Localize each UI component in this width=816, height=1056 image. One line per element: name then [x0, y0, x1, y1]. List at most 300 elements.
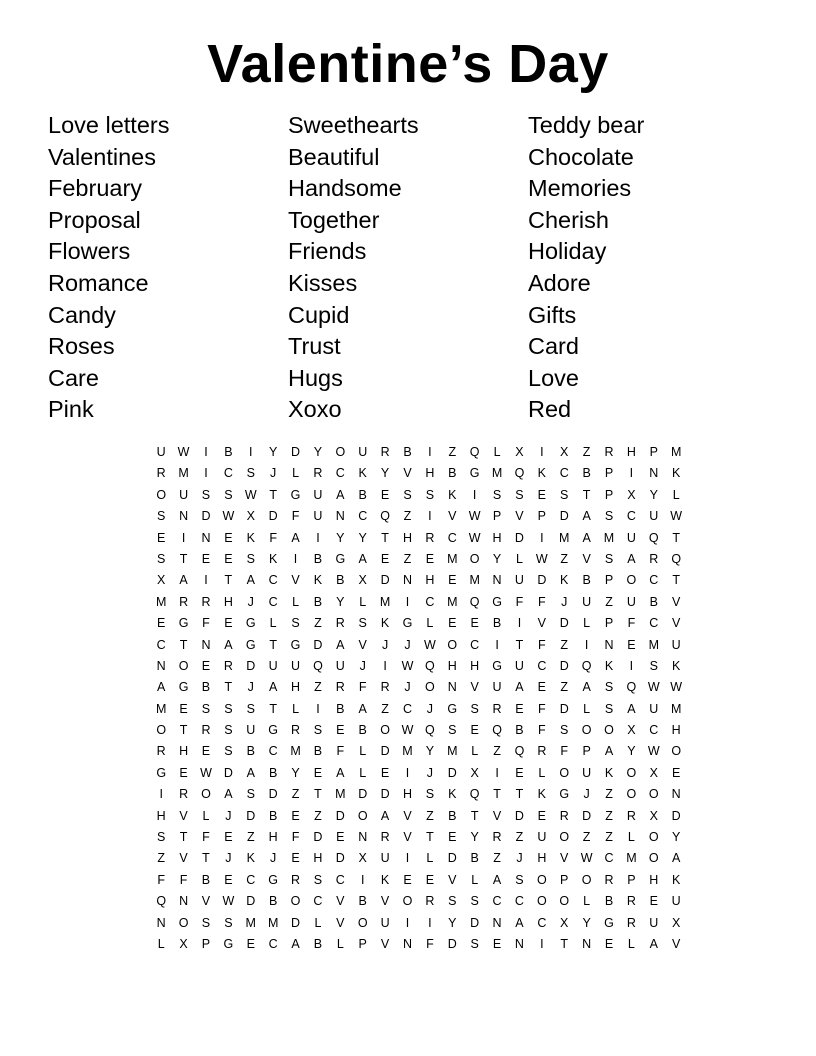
grid-letter: E: [336, 723, 345, 738]
grid-letter: U: [649, 701, 659, 716]
grid-letter: O: [536, 894, 547, 909]
grid-letter: Z: [314, 808, 322, 823]
grid-letter: C: [649, 723, 659, 738]
grid-letter: A: [380, 808, 390, 823]
grid-letter: R: [156, 744, 166, 759]
grid-letter: H: [313, 851, 323, 866]
grid-letter: N: [492, 915, 502, 930]
grid-letter: Y: [268, 445, 278, 459]
grid-letter: T: [179, 637, 188, 652]
grid-letter: C: [335, 466, 345, 481]
grid-letter: I: [405, 915, 410, 930]
grid-letter: Q: [469, 594, 480, 609]
grid-letter: V: [380, 936, 390, 951]
grid-letter: W: [200, 765, 212, 780]
grid-letter: K: [560, 573, 569, 588]
word-item: Card: [528, 333, 579, 360]
grid-letter: X: [358, 573, 367, 588]
grid-letter: G: [223, 936, 234, 951]
grid-letter: W: [468, 509, 481, 524]
grid-letter: D: [335, 808, 345, 823]
grid-letter: V: [403, 808, 412, 823]
grid-letter: S: [201, 915, 211, 930]
grid-letter: S: [515, 872, 524, 887]
grid-letter: I: [360, 872, 365, 887]
grid-letter: W: [647, 744, 660, 759]
grid-letter: L: [202, 808, 210, 823]
grid-letter: S: [224, 915, 233, 930]
grid-letter: A: [582, 680, 591, 695]
grid-letter: S: [224, 723, 233, 738]
grid-letter: L: [314, 915, 322, 930]
word-item: Valentines: [48, 143, 156, 170]
grid-letter: S: [291, 616, 300, 631]
grid-letter: L: [359, 594, 367, 609]
grid-letter: E: [537, 808, 546, 823]
grid-letter: N: [492, 573, 502, 588]
grid-letter: A: [246, 573, 255, 588]
letter-grid: [150, 442, 683, 955]
word-item: Teddy bear: [528, 112, 645, 138]
grid-letter: E: [627, 637, 636, 652]
grid-letter: W: [222, 894, 235, 909]
grid-letter: L: [627, 936, 635, 951]
grid-letter: M: [670, 701, 682, 716]
grid-letter: M: [648, 637, 659, 652]
grid-letter: I: [249, 445, 253, 459]
grid-letter: S: [157, 830, 166, 845]
grid-letter: S: [448, 894, 457, 909]
grid-letter: R: [626, 808, 636, 823]
grid-letter: A: [582, 530, 591, 545]
grid-letter: R: [604, 445, 614, 459]
grid-letter: O: [178, 915, 189, 930]
grid-letter: D: [246, 894, 256, 909]
grid-letter: B: [268, 808, 278, 823]
grid-letter: C: [470, 637, 480, 652]
grid-letter: J: [426, 701, 433, 716]
grid-letter: E: [448, 830, 457, 845]
grid-letter: E: [537, 680, 546, 695]
grid-letter: N: [156, 915, 166, 930]
grid-letter: J: [225, 851, 232, 866]
grid-letter: L: [359, 744, 367, 759]
grid-letter: D: [470, 915, 480, 930]
grid-letter: K: [672, 658, 681, 673]
grid-letter: K: [537, 466, 546, 481]
grid-letter: G: [469, 466, 480, 481]
grid-letter: W: [222, 509, 235, 524]
grid-letter: H: [649, 872, 659, 887]
grid-letter: O: [604, 723, 614, 738]
grid-letter: M: [267, 915, 279, 930]
grid-letter: E: [492, 936, 502, 951]
word-item: Love: [528, 364, 579, 391]
grid-letter: F: [157, 872, 166, 887]
grid-letter: Q: [380, 509, 390, 524]
grid-letter: K: [448, 487, 457, 502]
grid-letter: B: [515, 723, 524, 738]
grid-letter: V: [201, 894, 211, 909]
word-item: February: [48, 175, 143, 202]
word-item: Candy: [48, 301, 116, 328]
grid-letter: V: [672, 616, 681, 631]
grid-letter: M: [245, 915, 256, 930]
grid-letter: H: [402, 787, 412, 802]
grid-letter: V: [672, 594, 681, 609]
grid-letter: O: [425, 680, 435, 695]
grid-letter: A: [179, 573, 188, 588]
grid-letter: U: [380, 915, 390, 930]
grid-letter: A: [291, 936, 300, 951]
grid-row: [150, 442, 682, 463]
grid-letter: E: [515, 765, 524, 780]
word-list: [48, 110, 768, 430]
grid-letter: L: [426, 851, 434, 866]
grid-letter: L: [493, 445, 501, 459]
grid-letter: B: [649, 594, 658, 609]
grid-letter: P: [582, 744, 591, 759]
grid-letter: B: [492, 616, 502, 631]
grid-letter: W: [468, 530, 481, 545]
word-item: Chocolate: [528, 143, 634, 170]
grid-letter: U: [313, 487, 323, 502]
grid-letter: O: [335, 445, 346, 459]
grid-letter: N: [201, 530, 211, 545]
grid-letter: Y: [470, 830, 479, 845]
grid-letter: R: [156, 466, 166, 481]
grid-letter: K: [672, 872, 681, 887]
grid-letter: L: [157, 936, 165, 951]
grid-letter: Z: [157, 851, 166, 866]
word-item: Cherish: [528, 206, 609, 233]
grid-letter: C: [447, 530, 457, 545]
grid-letter: U: [335, 658, 345, 673]
grid-letter: T: [202, 851, 210, 866]
grid-letter: J: [426, 765, 433, 780]
grid-letter: C: [537, 915, 547, 930]
grid-letter: O: [357, 808, 368, 823]
grid-letter: R: [291, 872, 301, 887]
grid-letter: G: [290, 487, 301, 502]
grid-letter: M: [603, 530, 615, 545]
grid-letter: I: [540, 445, 544, 459]
grid-letter: H: [470, 658, 480, 673]
grid-letter: Q: [425, 658, 435, 673]
grid-letter: U: [626, 594, 636, 609]
grid-letter: E: [470, 723, 479, 738]
grid-letter: Q: [156, 894, 167, 909]
grid-letter: P: [604, 466, 614, 481]
word-item: Beautiful: [288, 143, 380, 170]
grid-letter: A: [291, 530, 300, 545]
grid-letter: D: [268, 509, 278, 524]
grid-letter: Z: [291, 787, 300, 802]
grid-letter: H: [447, 658, 457, 673]
grid-letter: V: [403, 830, 412, 845]
grid-letter: S: [448, 723, 457, 738]
grid-letter: K: [380, 872, 390, 887]
grid-letter: S: [604, 680, 614, 695]
grid-letter: D: [447, 765, 457, 780]
grid-letter: M: [402, 744, 413, 759]
grid-letter: C: [246, 872, 256, 887]
grid-letter: X: [470, 765, 479, 780]
grid-letter: S: [604, 551, 614, 566]
grid-letter: Y: [358, 530, 367, 545]
grid-letter: T: [582, 487, 591, 502]
grid-letter: J: [247, 594, 254, 609]
grid-letter: Y: [492, 551, 502, 566]
grid-row: [150, 506, 683, 527]
grid-letter: R: [201, 594, 211, 609]
grid-letter: W: [401, 658, 414, 673]
grid-letter: S: [313, 872, 323, 887]
grid-letter: V: [179, 851, 188, 866]
grid-letter: A: [336, 487, 345, 502]
grid-letter: I: [629, 466, 634, 481]
grid-letter: N: [358, 830, 368, 845]
grid-letter: F: [202, 616, 210, 631]
word-item: Sweethearts: [288, 112, 419, 138]
grid-letter: R: [492, 830, 502, 845]
grid-letter: D: [223, 765, 233, 780]
grid-letter: F: [538, 637, 546, 652]
grid-letter: I: [204, 573, 208, 588]
grid-letter: N: [179, 509, 189, 524]
grid-letter: P: [560, 872, 569, 887]
grid-letter: Z: [560, 551, 569, 566]
grid-row: [150, 741, 682, 762]
grid-letter: X: [515, 445, 524, 459]
grid-letter: A: [582, 509, 591, 524]
grid-letter: I: [540, 936, 544, 951]
grid-letter: O: [671, 744, 682, 759]
grid-letter: B: [358, 723, 367, 738]
grid-letter: Y: [336, 594, 345, 609]
grid-letter: G: [245, 637, 256, 652]
grid-row: [150, 656, 681, 677]
grid-letter: F: [538, 594, 546, 609]
grid-letter: A: [157, 680, 166, 695]
grid-letter: H: [402, 530, 412, 545]
grid-letter: C: [626, 509, 636, 524]
grid-letter: E: [470, 616, 479, 631]
grid-letter: I: [405, 594, 410, 609]
grid-letter: V: [358, 637, 367, 652]
grid-letter: U: [514, 573, 524, 588]
grid-letter: B: [313, 744, 323, 759]
grid-letter: U: [671, 637, 681, 652]
grid-letter: G: [178, 616, 189, 631]
grid-letter: R: [626, 894, 636, 909]
grid-letter: S: [492, 487, 502, 502]
grid-letter: D: [335, 851, 345, 866]
grid-letter: G: [447, 701, 458, 716]
grid-letter: D: [246, 658, 256, 673]
grid-letter: E: [224, 530, 233, 545]
grid-letter: R: [380, 680, 390, 695]
grid-letter: Z: [515, 830, 524, 845]
grid-letter: O: [357, 915, 368, 930]
grid-letter: R: [313, 466, 323, 481]
grid-letter: X: [627, 487, 636, 502]
grid-letter: D: [291, 915, 301, 930]
grid-letter: V: [179, 808, 188, 823]
grid-letter: J: [404, 637, 411, 652]
grid-letter: Y: [336, 530, 345, 545]
grid-letter: E: [246, 936, 255, 951]
grid-letter: Q: [626, 680, 637, 695]
grid-letter: N: [671, 787, 681, 802]
word-item: Kisses: [288, 269, 358, 296]
grid-row: [150, 870, 681, 891]
grid-letter: I: [405, 851, 410, 866]
word-item: Cupid: [288, 301, 350, 328]
grid-letter: J: [270, 851, 277, 866]
grid-letter: I: [428, 445, 432, 459]
grid-letter: T: [269, 637, 277, 652]
grid-letter: M: [670, 445, 682, 459]
grid-letter: I: [495, 765, 499, 780]
grid-letter: W: [647, 680, 660, 695]
grid-letter: N: [201, 637, 211, 652]
grid-letter: U: [626, 530, 636, 545]
grid-letter: O: [469, 551, 480, 566]
grid-letter: Z: [493, 851, 501, 866]
grid-letter: Y: [425, 744, 435, 759]
grid-letter: O: [290, 894, 301, 909]
grid-row: [150, 848, 681, 869]
grid-letter: T: [269, 487, 277, 502]
grid-letter: D: [447, 936, 457, 951]
grid-letter: H: [156, 808, 166, 823]
word-item: Memories: [528, 175, 632, 202]
grid-letter: E: [380, 487, 390, 502]
grid-letter: L: [515, 551, 523, 566]
grid-row: [150, 763, 681, 784]
grid-letter: I: [204, 445, 208, 459]
grid-row: [150, 463, 681, 484]
grid-letter: V: [560, 851, 569, 866]
grid-letter: D: [582, 808, 592, 823]
grid-letter: S: [470, 936, 479, 951]
grid-letter: L: [426, 616, 434, 631]
grid-letter: U: [246, 723, 256, 738]
grid-letter: W: [401, 723, 414, 738]
grid-letter: Y: [291, 765, 300, 780]
grid-letter: I: [159, 787, 163, 802]
grid-letter: F: [358, 680, 367, 695]
grid-letter: A: [515, 680, 524, 695]
grid-letter: F: [291, 830, 300, 845]
grid-letter: M: [559, 530, 570, 545]
grid-letter: E: [515, 701, 524, 716]
grid-letter: N: [402, 573, 412, 588]
grid-letter: C: [604, 851, 614, 866]
grid-letter: J: [516, 851, 523, 866]
grid-letter: C: [492, 894, 502, 909]
grid-letter: F: [560, 744, 569, 759]
grid-letter: E: [179, 701, 188, 716]
grid-row: [150, 549, 682, 570]
grid-letter: X: [649, 808, 658, 823]
grid-letter: O: [648, 830, 659, 845]
grid-letter: O: [559, 830, 570, 845]
grid-letter: S: [246, 551, 255, 566]
grid-letter: G: [156, 765, 167, 780]
grid-letter: A: [336, 637, 345, 652]
grid-letter: L: [583, 616, 591, 631]
grid-letter: I: [293, 551, 298, 566]
grid-letter: S: [157, 509, 166, 524]
word-item: Love letters: [48, 112, 170, 138]
grid-letter: S: [224, 487, 233, 502]
grid-letter: W: [423, 637, 436, 652]
grid-letter: P: [358, 936, 367, 951]
grid-letter: Q: [514, 466, 525, 481]
grid-letter: B: [313, 551, 323, 566]
grid-letter: U: [380, 851, 390, 866]
word-item: Trust: [288, 333, 341, 360]
grid-letter: B: [201, 680, 211, 695]
grid-letter: V: [291, 573, 300, 588]
grid-letter: I: [540, 530, 544, 545]
grid-letter: M: [379, 594, 391, 609]
grid-letter: A: [627, 701, 636, 716]
word-item: Holiday: [528, 238, 607, 265]
grid-letter: I: [428, 509, 432, 524]
grid-letter: S: [604, 701, 614, 716]
grid-letter: N: [402, 936, 412, 951]
grid-letter: L: [359, 765, 367, 780]
grid-letter: P: [627, 872, 636, 887]
grid-letter: V: [492, 808, 502, 823]
grid-letter: E: [224, 551, 233, 566]
word-item: Flowers: [48, 238, 131, 265]
word-item: Proposal: [48, 206, 141, 233]
grid-letter: H: [268, 830, 278, 845]
grid-letter: Z: [605, 594, 613, 609]
grid-letter: O: [626, 765, 637, 780]
grid-letter: M: [178, 466, 189, 481]
grid-letter: W: [670, 680, 683, 695]
grid-letter: F: [291, 509, 300, 524]
grid-letter: T: [179, 723, 188, 738]
grid-letter: L: [471, 744, 479, 759]
grid-letter: U: [582, 594, 592, 609]
grid-letter: C: [559, 466, 569, 481]
grid-letter: D: [447, 851, 457, 866]
grid-letter: E: [604, 936, 614, 951]
grid-letter: B: [246, 744, 255, 759]
grid-letter: H: [537, 851, 547, 866]
word-list-column: [288, 110, 518, 426]
grid-letter: F: [538, 701, 546, 716]
grid-letter: O: [648, 787, 659, 802]
grid-letter: W: [244, 487, 257, 502]
grid-letter: M: [447, 744, 458, 759]
grid-letter: G: [604, 915, 614, 930]
grid-letter: G: [178, 680, 189, 695]
grid-letter: V: [403, 466, 412, 481]
grid-letter: F: [538, 723, 546, 738]
grid-letter: A: [604, 744, 614, 759]
grid-letter: B: [582, 466, 591, 481]
grid-letter: J: [359, 658, 366, 673]
grid-letter: S: [604, 509, 614, 524]
grid-letter: O: [380, 723, 390, 738]
